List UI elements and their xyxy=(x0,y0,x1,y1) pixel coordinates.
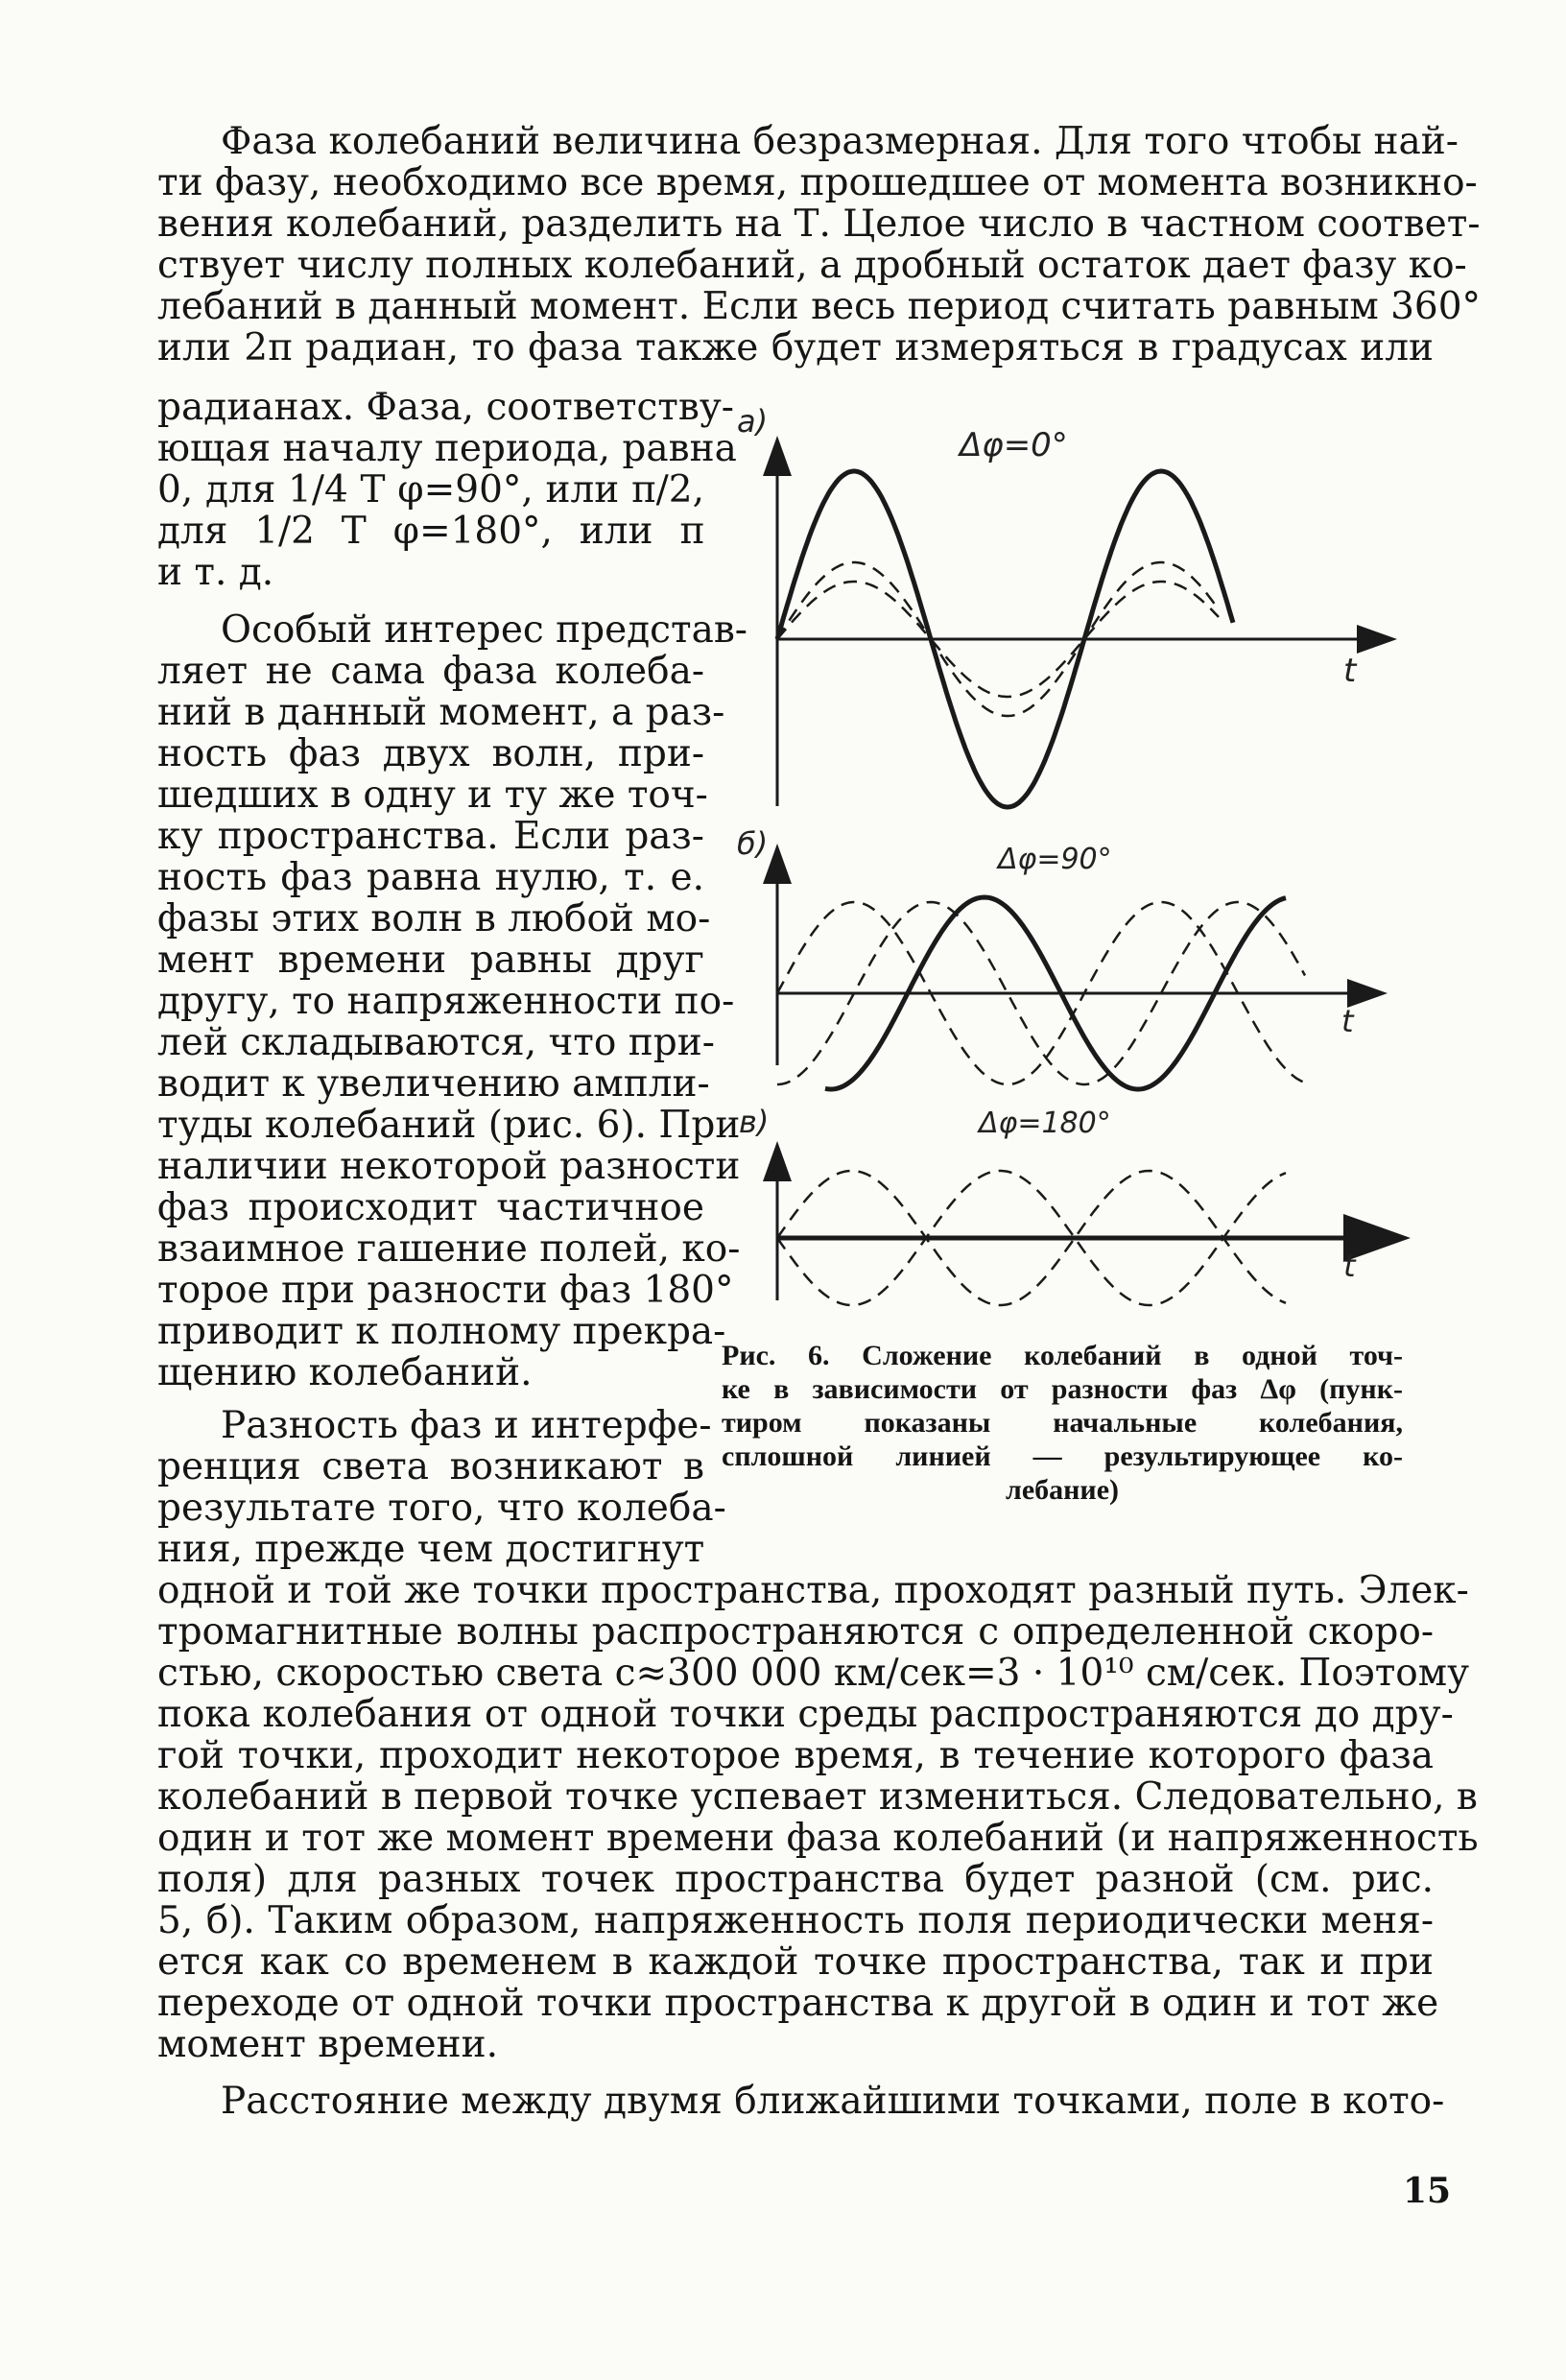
text-line: радианах. Фаза, соответству- xyxy=(157,386,734,429)
text-line: для 1/2 Т φ=180°, или π xyxy=(157,510,704,553)
text-line: торое при разности фаз 180° xyxy=(157,1269,734,1312)
text-line: Особый интерес представ- xyxy=(221,608,747,652)
wave-diagram xyxy=(710,393,1478,1334)
text-line: шедших в одну и ту же точ- xyxy=(157,774,708,817)
text-line: ренция света возникают в xyxy=(157,1445,704,1488)
text-line: 0, для 1/4 Т φ=90°, или π/2, xyxy=(157,468,704,512)
text-line: ляет не сама фаза колеба- xyxy=(157,650,704,693)
text-line: ти фазу, необходимо все время, прошедшее от момента возникно- xyxy=(157,161,1478,204)
text-line: результате того, что колеба- xyxy=(157,1487,726,1530)
text-line: щению колебаний. xyxy=(157,1351,533,1394)
text-line: лебаний в данный момент. Если весь период считать равным 360° xyxy=(157,285,1482,328)
text-line: один и тот же момент времени фаза колебаний (и напряженность xyxy=(157,1817,1479,1860)
text-line: фаз происходит частичное xyxy=(157,1186,704,1229)
text-line: лей складываются, что при- xyxy=(157,1021,715,1064)
caption-line: ке в зависимости от разности фаз Δφ (пунк- xyxy=(722,1373,1403,1405)
text-line: ствует числу полных колебаний, а дробный остаток дает фазу ко- xyxy=(157,244,1467,287)
text-line: пока колебания от одной точки среды распространяются до дру- xyxy=(157,1693,1454,1736)
text-line: взаимное гашение полей, ко- xyxy=(157,1227,741,1271)
text-line: наличии некоторой разности xyxy=(157,1145,741,1188)
panel-letter: в) xyxy=(739,1104,770,1140)
phase-difference-label: Δφ=90° xyxy=(998,843,1112,876)
text-line: ется как со временем в каждой точке пространства, так и при xyxy=(157,1940,1434,1984)
axis-label-t: t xyxy=(1343,1248,1356,1284)
caption-line: лебание) xyxy=(1005,1474,1120,1506)
text-line: одной и той же точки пространства, проходят разный путь. Элек- xyxy=(157,1569,1469,1612)
text-line: ность фаз равна нулю, т. е. xyxy=(157,856,704,899)
caption-line: сплошной линией — результирующее ко- xyxy=(722,1440,1403,1472)
text-line: приводит к полному прекра- xyxy=(157,1310,726,1353)
panel-letter: а) xyxy=(737,403,769,440)
panel-c xyxy=(739,1104,1401,1305)
text-line: или 2π радиан, то фаза также будет измеряться в градусах или xyxy=(157,326,1434,369)
text-line: тромагнитные волны распространяются с определенной скоро- xyxy=(157,1610,1434,1654)
text-line: стью, скоростью света с≈300 000 км/сек=3 · 10¹⁰ см/сек. Поэтому xyxy=(157,1652,1470,1695)
text-line: ния, прежде чем достигнут xyxy=(157,1528,705,1571)
text-line: колебаний в первой точке успевает измениться. Следовательно, в xyxy=(157,1775,1478,1819)
text-line: Расстояние между двумя ближайшими точками, поле в кото- xyxy=(221,2080,1445,2123)
text-line: мент времени равны друг xyxy=(157,939,704,982)
axis-label-t: t xyxy=(1341,1003,1354,1039)
panel-a xyxy=(737,403,1391,807)
text-line: ющая началу периода, равна xyxy=(157,427,737,470)
text-line: вения колебаний, разделить на Т. Целое число в частном соответ- xyxy=(157,202,1481,246)
figure-wave-addition xyxy=(710,393,1478,1334)
text-line: ность фаз двух волн, при- xyxy=(157,732,704,775)
panel-letter: б) xyxy=(737,825,769,862)
caption-line: тиром показаны начальные колебания, xyxy=(722,1407,1403,1439)
text-line: фазы этих волн в любой мо- xyxy=(157,897,711,940)
text-line: гой точки, проходит некоторое время, в течение которого фаза xyxy=(157,1734,1434,1777)
phase-difference-label: Δφ=180° xyxy=(979,1107,1111,1140)
text-line: Разность фаз и интерфе- xyxy=(221,1404,712,1447)
page-number: 15 xyxy=(1403,2171,1452,2211)
text-line: момент времени. xyxy=(157,2023,498,2066)
caption-line: Рис. 6. Сложение колебаний в одной точ- xyxy=(722,1340,1403,1371)
text-line: 5, б). Таким образом, напряженность поля периодически меня- xyxy=(157,1899,1434,1942)
axis-label-t: t xyxy=(1343,652,1357,690)
text-line: ний в данный момент, а раз- xyxy=(157,691,725,734)
text-line: переходе от одной точки пространства к другой в один и тот же xyxy=(157,1982,1439,2025)
text-line: другу, то напряженности по- xyxy=(157,980,735,1023)
text-line: туды колебаний (рис. 6). При xyxy=(157,1104,741,1147)
text-line: водит к увеличению ампли- xyxy=(157,1062,710,1106)
text-line: ку пространства. Если раз- xyxy=(157,815,704,858)
panel-b xyxy=(737,825,1382,1089)
text-line: Фаза колебаний величина безразмерная. Для того чтобы най- xyxy=(221,120,1459,163)
phase-difference-label: Δφ=0° xyxy=(960,426,1068,464)
text-line: поля) для разных точек пространства будет разной (см. рис. xyxy=(157,1858,1434,1901)
text-line: и т. д. xyxy=(157,551,274,594)
